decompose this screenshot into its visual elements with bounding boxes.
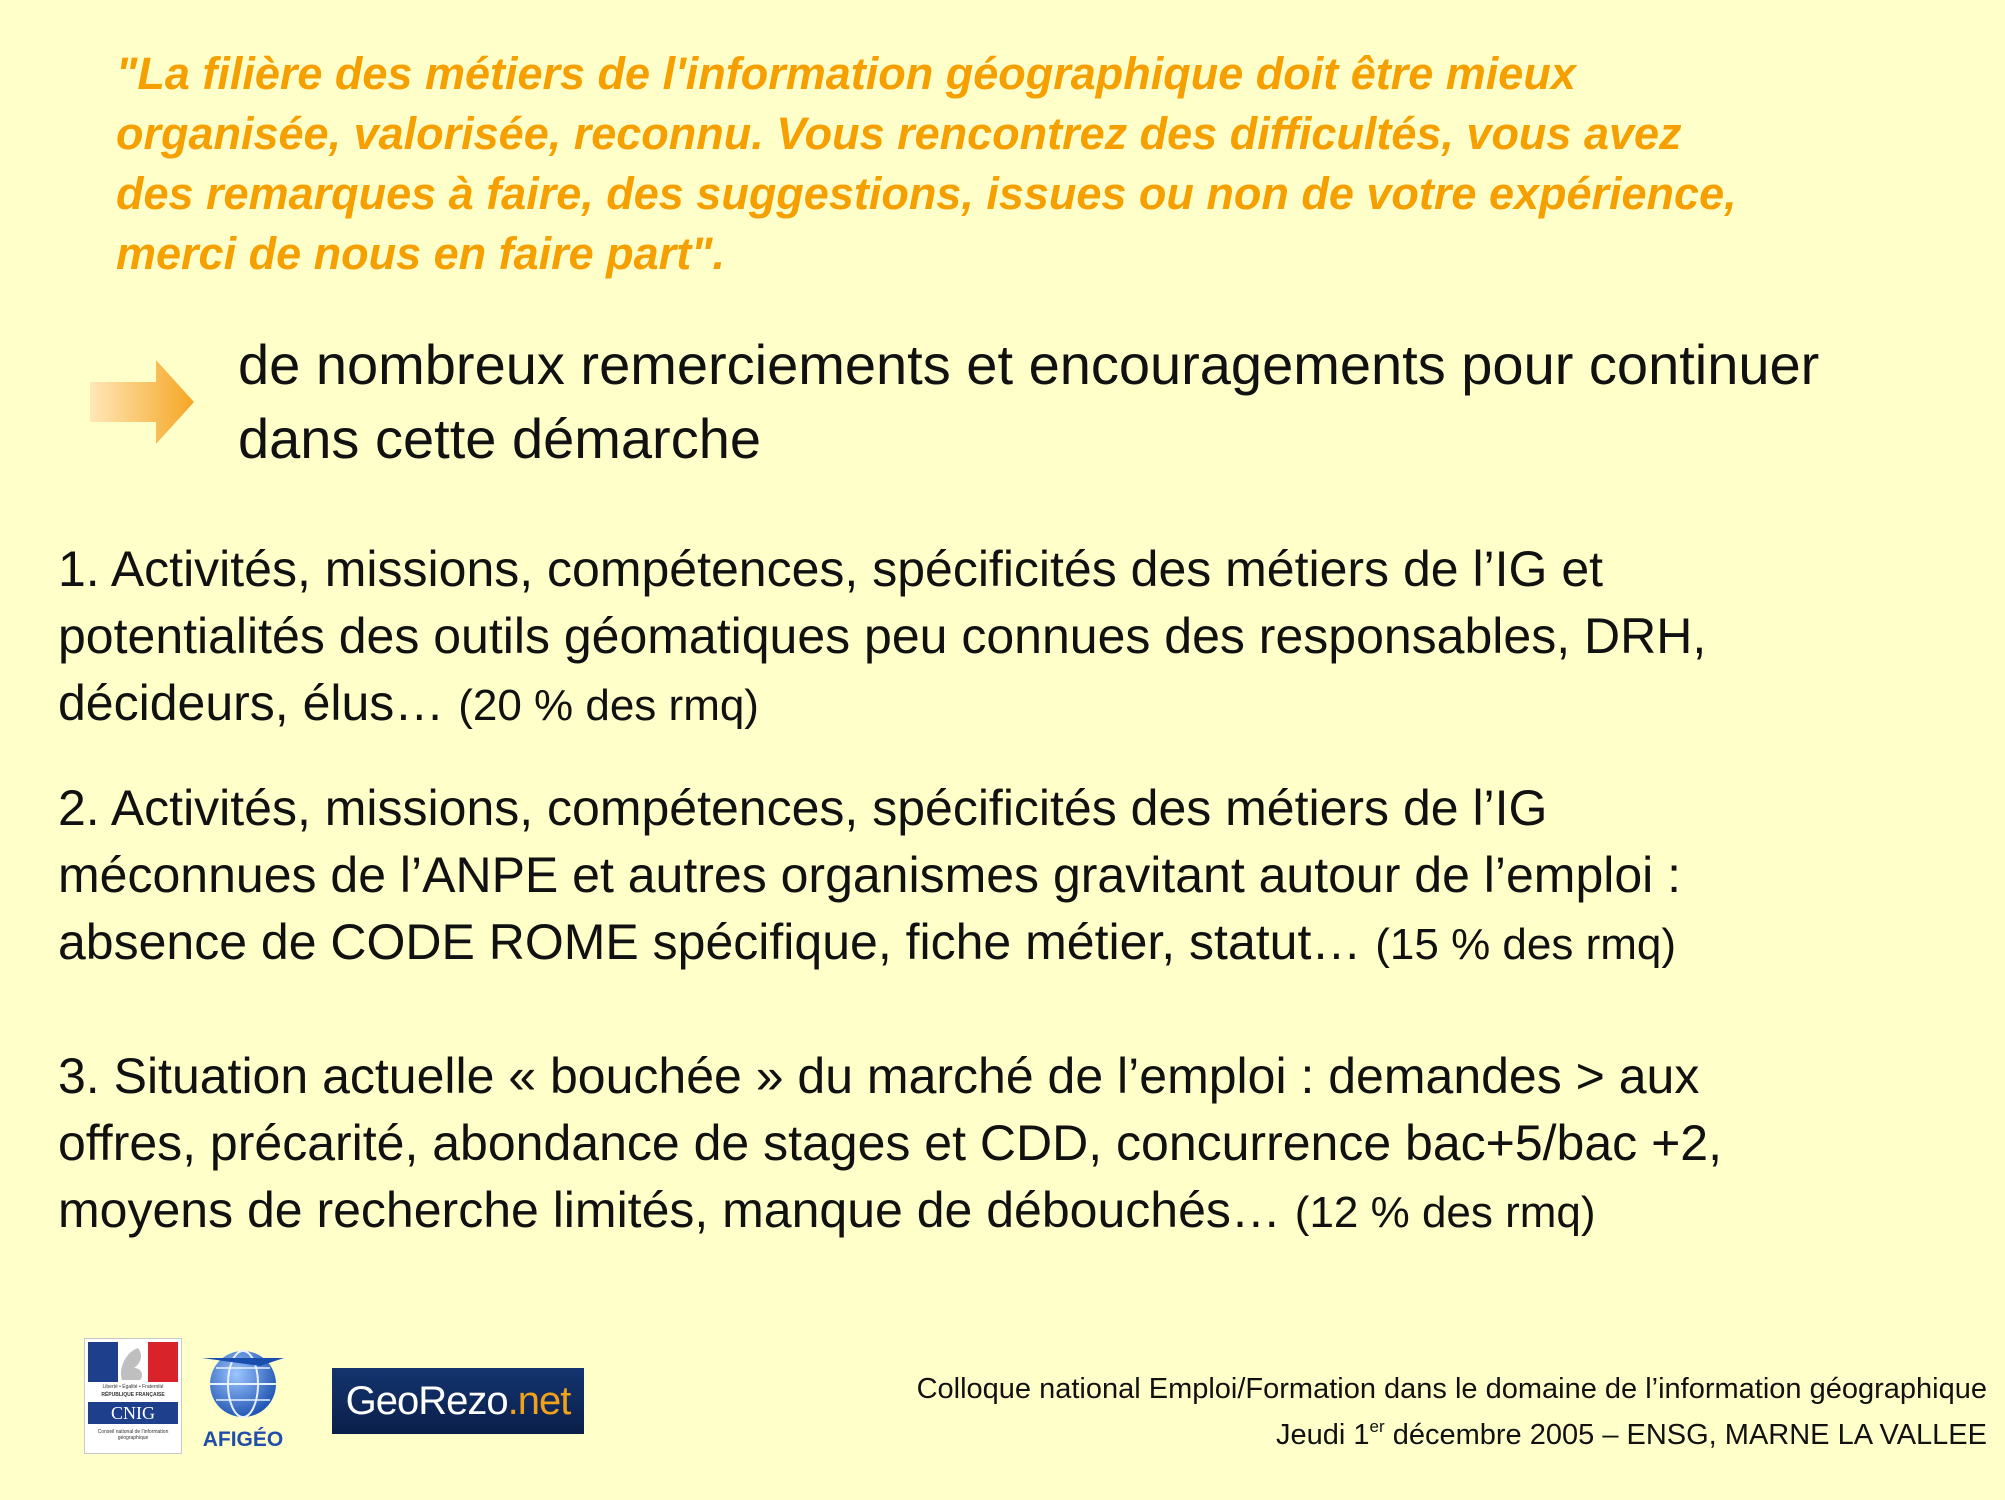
georezo-suffix: .net bbox=[507, 1379, 571, 1423]
finding-line: potentialités des outils géomatiques peu connues des responsables, DRH, bbox=[58, 608, 1707, 664]
finding-item-2 bbox=[58, 775, 1978, 978]
cnig-motto: Liberté • Égalité • Fraternité bbox=[102, 1384, 164, 1390]
event-date-prefix: Jeudi 1 bbox=[1276, 1419, 1370, 1451]
afigeo-logo bbox=[200, 1338, 286, 1456]
finding-line: décideurs, élus… bbox=[58, 675, 459, 731]
quote-line: merci de nous en faire part". bbox=[116, 228, 726, 279]
finding-percentage: (20 % des rmq) bbox=[458, 681, 759, 730]
summary-line: de nombreux remerciements et encouragements pour continuer bbox=[238, 333, 1820, 396]
finding-line: 2. Activités, missions, compétences, spécificités des métiers de l’IG bbox=[58, 780, 1548, 836]
event-date-location bbox=[917, 1408, 1987, 1454]
arrow-right-icon bbox=[90, 358, 194, 446]
finding-item-3 bbox=[58, 1043, 1978, 1246]
summary-statement bbox=[238, 328, 1978, 476]
finding-item-1 bbox=[58, 536, 1978, 739]
cnig-logo bbox=[84, 1338, 182, 1454]
cnig-name: CNIG bbox=[88, 1402, 178, 1424]
quote-line: des remarques à faire, des suggestions, issues ou non de votre expérience, bbox=[116, 168, 1737, 219]
quote-line: organisée, valorisée, reconnu. Vous rencontrez des difficultés, vous avez bbox=[116, 108, 1682, 159]
georezo-logo bbox=[332, 1368, 584, 1434]
finding-percentage: (15 % des rmq) bbox=[1375, 920, 1677, 969]
survey-question-quote bbox=[116, 44, 1976, 284]
afigeo-name: AFIGÉO bbox=[202, 1428, 284, 1451]
summary-line: dans cette démarche bbox=[238, 407, 761, 470]
cnig-republic: RÉPUBLIQUE FRANÇAISE bbox=[101, 1392, 165, 1398]
quote-line: "La filière des métiers de l'information géographique doit être mieux bbox=[116, 48, 1576, 99]
finding-line: méconnues de l’ANPE et autres organismes gravitant autour de l’emploi : bbox=[58, 847, 1682, 903]
finding-line: absence de CODE ROME spécifique, fiche métier, statut… bbox=[58, 914, 1376, 970]
georezo-name: GeoRezo bbox=[345, 1379, 508, 1423]
finding-line: 3. Situation actuelle « bouchée » du marché de l’emploi : demandes > aux bbox=[58, 1048, 1700, 1104]
globe-icon bbox=[200, 1338, 286, 1428]
event-date-suffix: décembre 2005 – ENSG, MARNE LA VALLEE bbox=[1384, 1419, 1987, 1451]
event-date-ordinal: er bbox=[1369, 1417, 1385, 1436]
cnig-subtitle: Conseil national de l'information géographique bbox=[97, 1429, 169, 1441]
finding-line: offres, précarité, abondance de stages et CDD, concurrence bac+5/bac +2, bbox=[58, 1115, 1722, 1171]
event-title: Colloque national Emploi/Formation dans le domaine de l’information géographique bbox=[916, 1373, 1987, 1405]
event-footer bbox=[917, 1371, 1987, 1454]
finding-line: moyens de recherche limités, manque de débouchés… bbox=[58, 1182, 1295, 1238]
marianne-icon bbox=[88, 1342, 178, 1382]
finding-line: 1. Activités, missions, compétences, spécificités des métiers de l’IG et bbox=[58, 541, 1604, 597]
finding-percentage: (12 % des rmq) bbox=[1294, 1188, 1596, 1237]
